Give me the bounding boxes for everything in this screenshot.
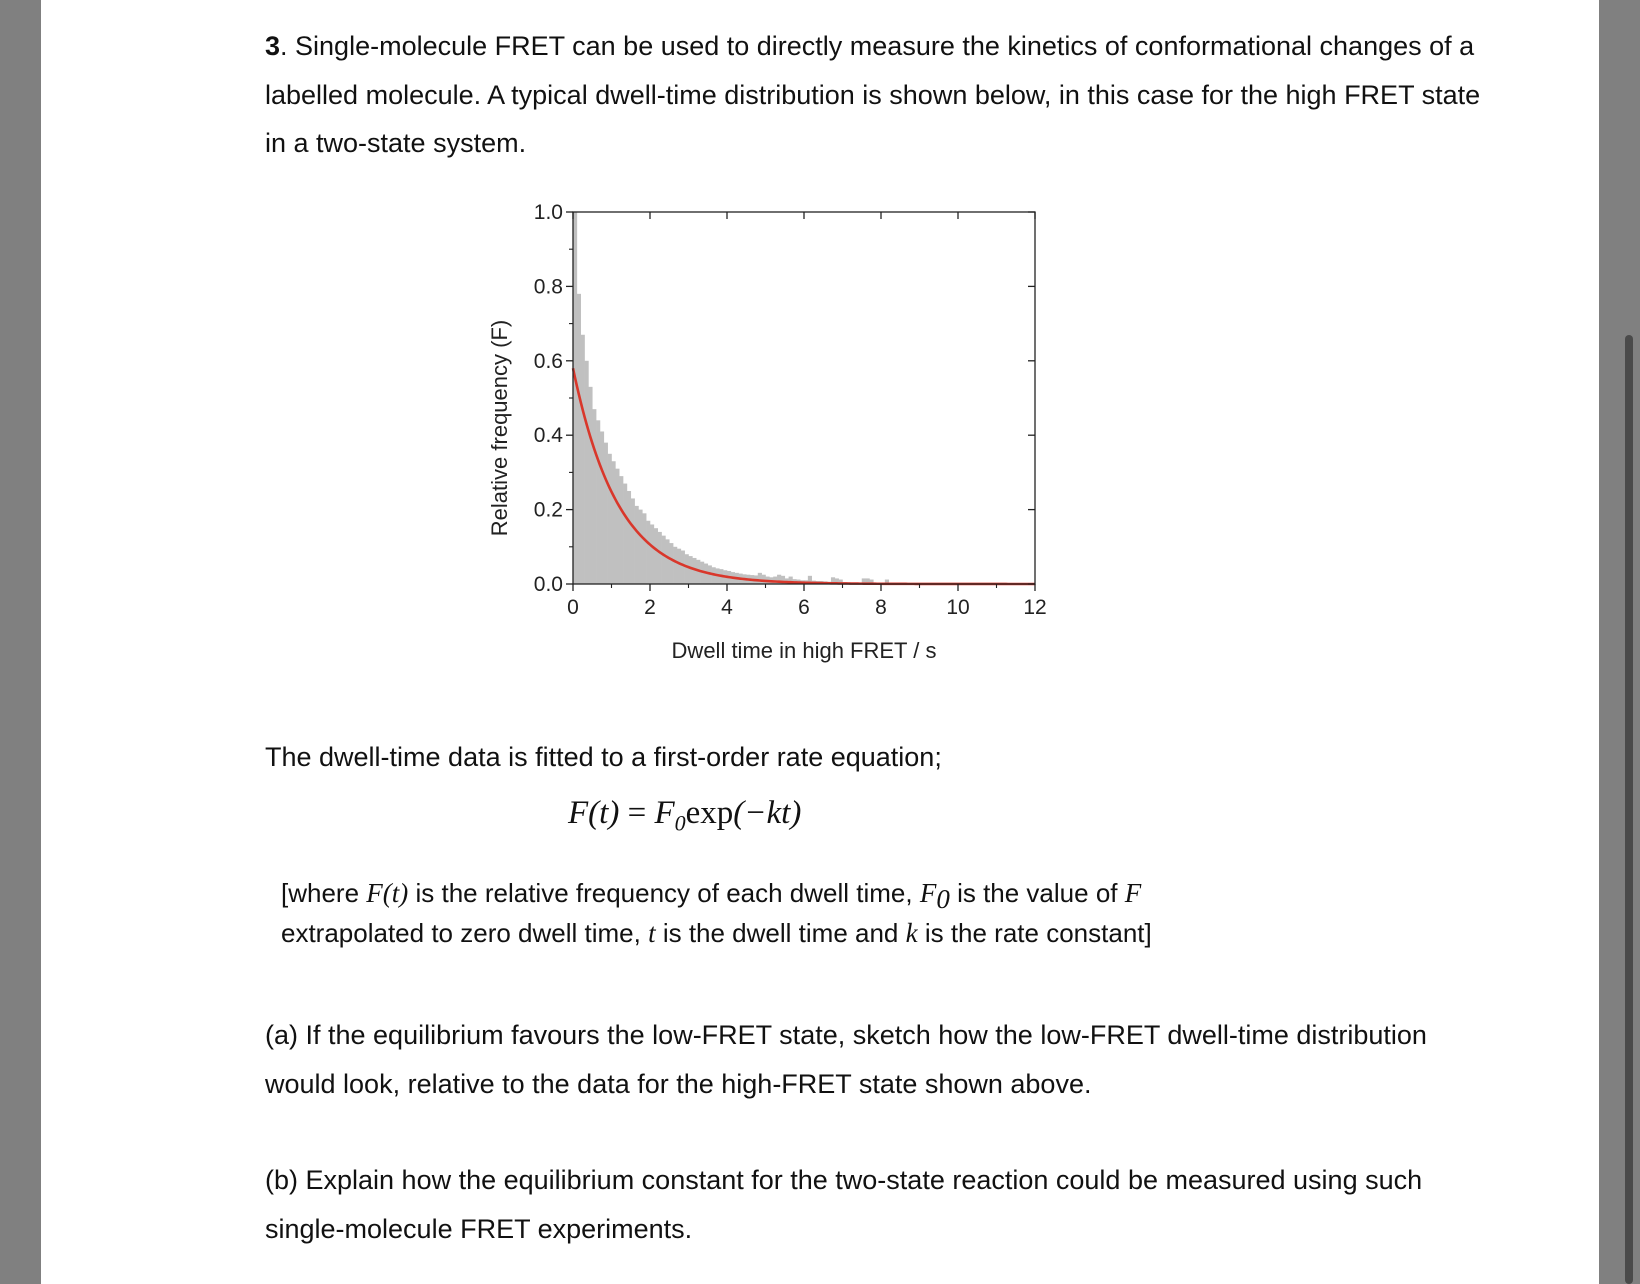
variable-definitions bbox=[281, 878, 1281, 949]
histogram-bar bbox=[623, 484, 627, 584]
x-tick-label: 2 bbox=[644, 596, 656, 619]
question-part-a: (a) If the equilibrium favours the low-FRET state, sketch how the low-FRET dwell-time distribution would look, relative to the data for the high-FRET state shown above. bbox=[265, 1020, 1427, 1099]
equation-f0-subscript: 0 bbox=[674, 810, 686, 836]
document-page bbox=[41, 0, 1599, 1284]
question-intro-text: . Single-molecule FRET can be used to directly measure the kinetics of conformational changes of a labelled molecule. A typical dwell-time distribution is shown below, in this case for the high FRET state in a two-state system. bbox=[265, 31, 1481, 158]
where-text-3: is the value of bbox=[949, 878, 1125, 908]
histogram-bar bbox=[658, 532, 662, 584]
histogram-bar bbox=[600, 431, 604, 584]
histogram-bar bbox=[662, 536, 666, 584]
x-tick-label: 0 bbox=[567, 596, 579, 619]
x-axis-label: Dwell time in high FRET / s bbox=[671, 638, 937, 663]
where-var-f0: F bbox=[919, 878, 937, 908]
window-gutter bbox=[1599, 0, 1640, 1284]
question-number: 3 bbox=[265, 31, 281, 61]
histogram-bar bbox=[608, 454, 612, 584]
histogram-bar bbox=[669, 543, 673, 584]
equation-argument: (−kt) bbox=[733, 795, 802, 831]
question-part-b: (b) Explain how the equilibrium constant for the two-state reaction could be measured using such single-molecule FRET experiments. bbox=[265, 1165, 1423, 1244]
where-text-4: extrapolated to zero dwell time, bbox=[281, 918, 649, 949]
x-tick-label: 12 bbox=[1023, 596, 1047, 619]
histogram-bar bbox=[596, 420, 600, 584]
histogram-bar bbox=[631, 498, 635, 584]
where-text-2: is the relative frequency of each dwell time, bbox=[408, 878, 920, 908]
histogram-bar bbox=[762, 575, 766, 584]
rate-equation bbox=[568, 795, 801, 837]
y-tick-label: 0.2 bbox=[533, 498, 563, 522]
histogram-bar bbox=[654, 528, 658, 584]
where-text-5: is the dwell time and bbox=[655, 918, 906, 949]
histogram-bar bbox=[612, 461, 616, 584]
y-tick-label: 1.0 bbox=[533, 201, 563, 224]
x-tick-label: 8 bbox=[875, 596, 887, 619]
x-tick-label: 6 bbox=[798, 596, 810, 619]
histogram-bars bbox=[573, 212, 1035, 584]
x-tick-label: 4 bbox=[721, 596, 733, 619]
histogram-bar bbox=[588, 387, 592, 584]
vertical-scrollbar[interactable] bbox=[1625, 335, 1633, 1284]
where-var-f: F bbox=[1124, 878, 1142, 908]
y-axis-label: Relative frequency (F) bbox=[487, 319, 512, 537]
histogram-bar bbox=[581, 335, 585, 584]
histogram-bar bbox=[642, 513, 646, 584]
histogram-bar bbox=[681, 551, 685, 584]
where-var-ft: F(t) bbox=[366, 878, 409, 908]
histogram-bar bbox=[685, 554, 689, 584]
equation-exp: exp bbox=[685, 795, 734, 831]
equation-f0: F bbox=[654, 795, 675, 831]
histogram-bar bbox=[627, 491, 631, 584]
histogram-bar bbox=[585, 361, 589, 584]
histogram-bar bbox=[689, 556, 693, 584]
histogram-bar bbox=[677, 549, 681, 584]
histogram-bar bbox=[638, 510, 642, 584]
question-intro bbox=[265, 22, 1485, 168]
histogram-bar bbox=[604, 443, 608, 584]
histogram-bar bbox=[635, 506, 639, 584]
where-var-k: k bbox=[905, 918, 918, 949]
histogram-bar bbox=[665, 539, 669, 584]
y-tick-label: 0.8 bbox=[533, 275, 563, 299]
histogram-bar bbox=[619, 476, 623, 584]
dwell-time-chart bbox=[481, 196, 1061, 676]
fit-description: The dwell-time data is fitted to a first-order rate equation; bbox=[265, 742, 942, 772]
dwell-time-chart-svg bbox=[481, 196, 1061, 676]
histogram-bar bbox=[577, 294, 581, 584]
equation-lhs: F(t) bbox=[568, 795, 620, 831]
y-tick-label: 0.6 bbox=[533, 349, 563, 373]
where-text-6: is the rate constant] bbox=[917, 918, 1152, 949]
histogram-bar bbox=[646, 521, 650, 584]
y-tick-label: 0.0 bbox=[533, 573, 563, 596]
x-tick-label: 10 bbox=[946, 596, 970, 619]
histogram-bar bbox=[650, 524, 654, 584]
where-text-1: [where bbox=[281, 878, 367, 908]
equation-equals: = bbox=[619, 795, 655, 831]
histogram-bar bbox=[615, 469, 619, 584]
histogram-bar bbox=[673, 547, 677, 584]
histogram-bar bbox=[592, 409, 596, 584]
where-var-f0-sub: 0 bbox=[936, 884, 950, 915]
y-tick-label: 0.4 bbox=[533, 424, 563, 448]
where-var-t: t bbox=[648, 918, 656, 949]
histogram-bar bbox=[758, 573, 762, 584]
